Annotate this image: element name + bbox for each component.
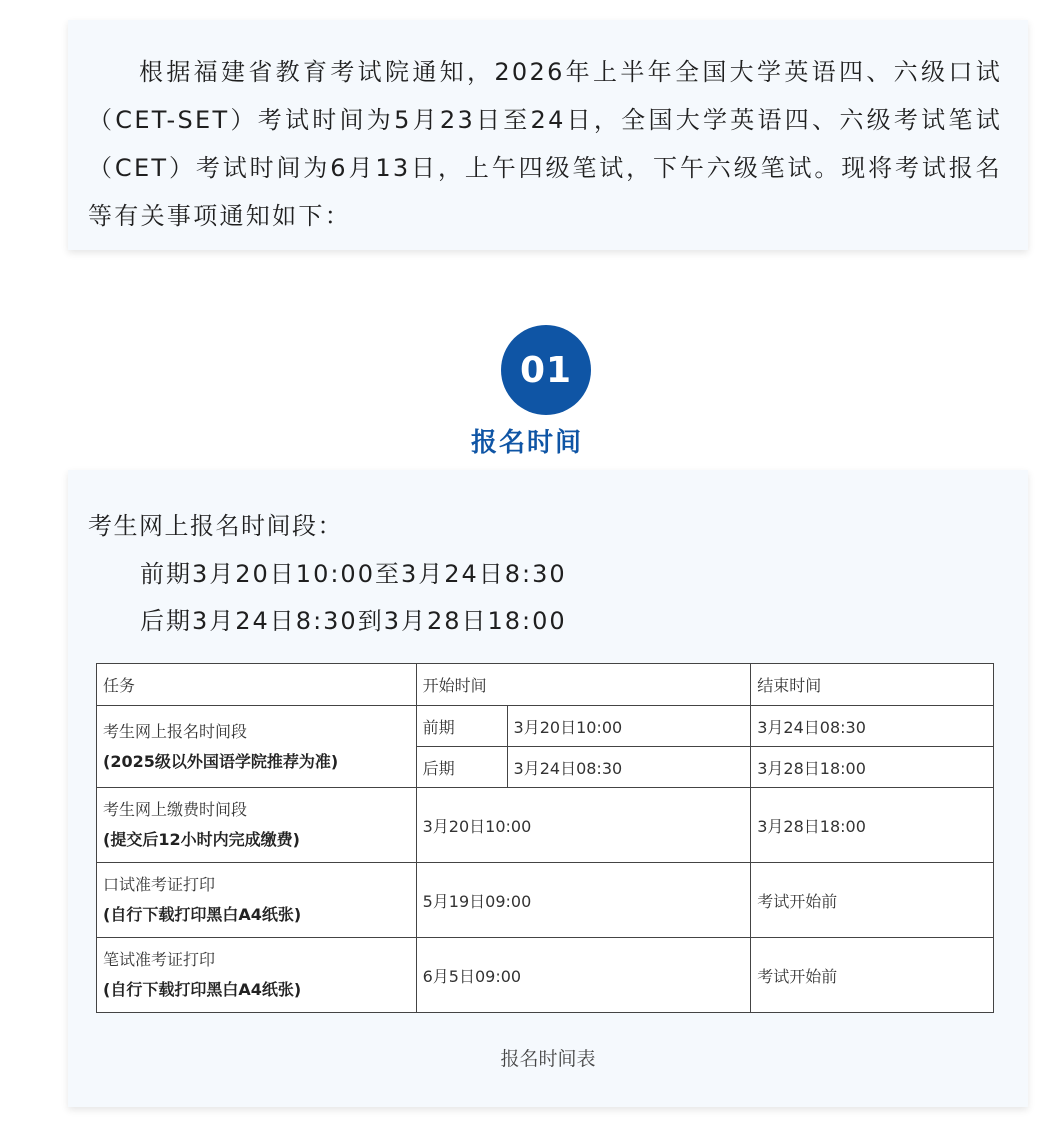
table-caption: 报名时间表 [500, 1048, 596, 1070]
phase-label: 前期 [416, 706, 507, 747]
header-task: 任务 [97, 664, 417, 706]
schedule-card [68, 470, 1028, 1107]
start-time-cell: 3月20日10:00 [416, 788, 751, 863]
end-time-cell: 考试开始前 [751, 863, 994, 938]
task-note: (提交后12小时内完成缴费) [103, 830, 300, 849]
task-cell [97, 706, 417, 788]
end-time-cell: 3月28日18:00 [751, 788, 994, 863]
task-note: (自行下载打印黑白A4纸张) [103, 905, 302, 924]
start-time-cell: 6月5日09:00 [416, 938, 751, 1013]
task-cell [97, 788, 417, 863]
schedule-table [96, 663, 994, 1013]
registration-early-period: 前期3月20日10:00至3月24日8:30 [140, 560, 567, 588]
table-row [97, 938, 994, 1013]
task-name: 考生网上缴费时间段 [103, 800, 248, 819]
section-number-badge: 01 [501, 325, 591, 415]
phase-label: 后期 [416, 747, 507, 788]
table-row [97, 788, 994, 863]
section-title: 报名时间 [470, 428, 583, 458]
start-time-cell: 3月20日10:00 [507, 706, 751, 747]
start-time-cell: 3月24日08:30 [507, 747, 751, 788]
end-time-cell: 3月24日08:30 [751, 706, 994, 747]
task-cell [97, 938, 417, 1013]
task-note: (2025级以外国语学院推荐为准) [103, 751, 339, 771]
end-time-cell: 考试开始前 [751, 938, 994, 1013]
header-start-time: 开始时间 [416, 664, 751, 706]
task-note: (自行下载打印黑白A4纸张) [103, 980, 302, 999]
header-end-time: 结束时间 [751, 664, 994, 706]
intro-card [68, 20, 1028, 250]
task-cell [97, 863, 417, 938]
table-header-row [97, 664, 994, 706]
table-row [97, 863, 994, 938]
task-name: 笔试准考证打印 [103, 950, 216, 969]
registration-heading: 考生网上报名时间段： [88, 512, 343, 540]
end-time-cell: 3月28日18:00 [751, 747, 994, 788]
registration-late-period: 后期3月24日8:30到3月28日18:00 [140, 607, 567, 635]
table-row [97, 706, 994, 747]
task-name: 口试准考证打印 [103, 875, 216, 894]
start-time-cell: 5月19日09:00 [416, 863, 751, 938]
intro-paragraph: 根据福建省教育考试院通知，2026年上半年全国大学英语四、六级口试（CET-SET）考试时间为5月23日至24日，全国大学英语四、六级考试笔试（CET）考试时间为6月13日，上午四级笔试，下午六级笔试。现将考试报名等有关事项通知如下： [88, 58, 1002, 230]
task-name: 考生网上报名时间段 [103, 721, 248, 741]
